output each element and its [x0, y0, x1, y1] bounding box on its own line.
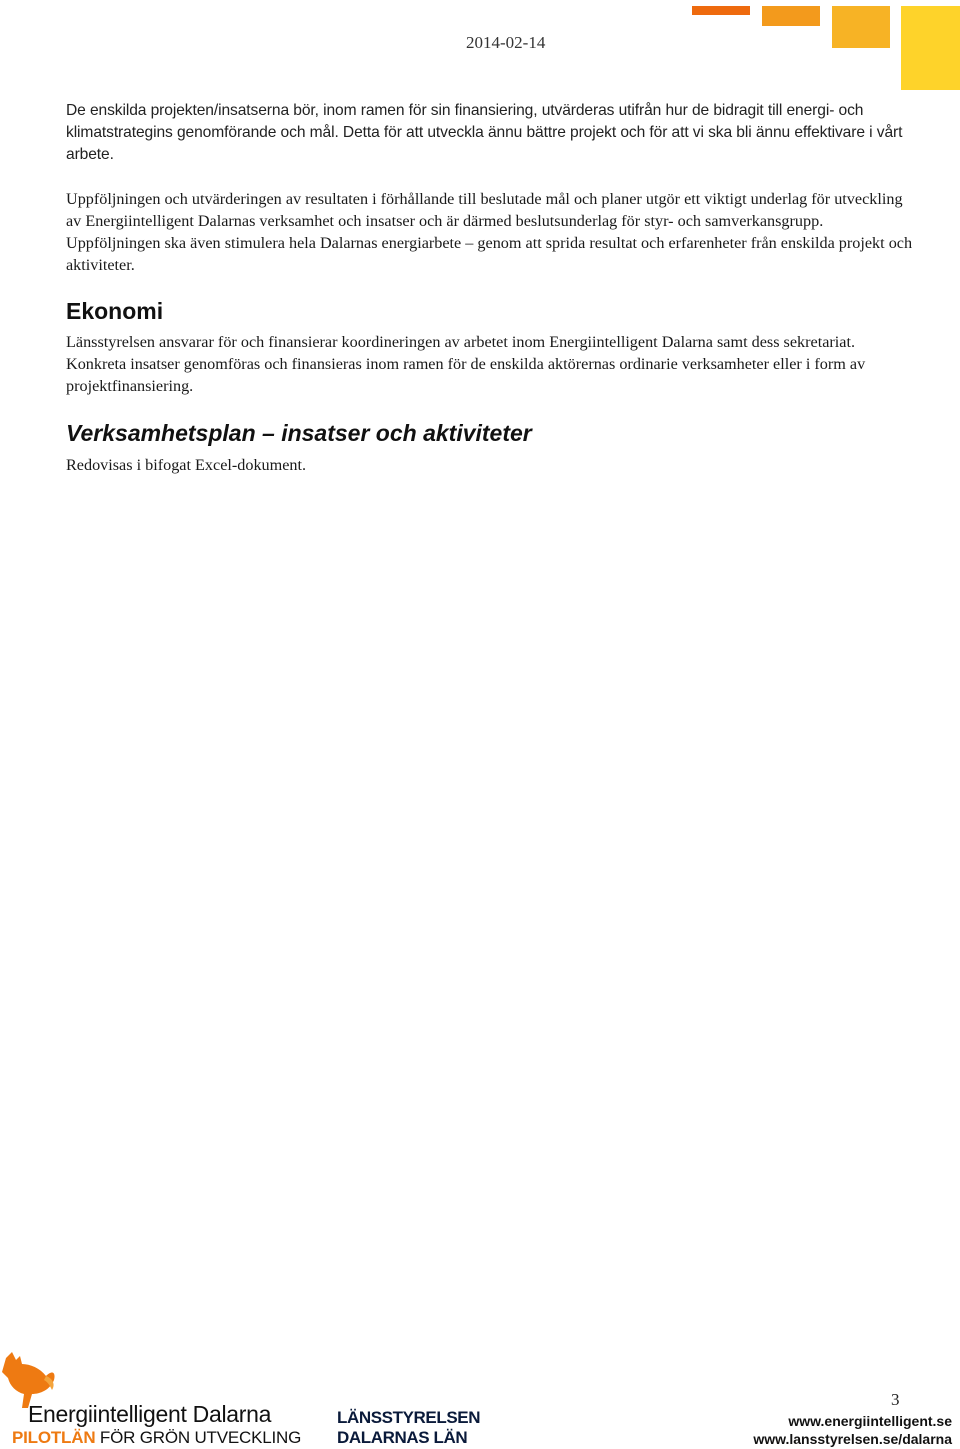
lansstyrelsen-logo [337, 1408, 480, 1448]
paragraph-evaluation: De enskilda projekten/insatserna bör, inom ramen för sin finansiering, utvärderas utifrån hur de bidragit till energi- och klimatstrategins genomförande och mål. Detta för att utveckla ännu bättre projekt och för att vi ska bli ännu effektivare i vårt arbete. [66, 102, 903, 163]
header-deco-bar-orange [692, 6, 750, 15]
header-deco-block-amber [832, 6, 890, 48]
section-ekonomi [66, 298, 916, 325]
header-date: 2014-02-14 [466, 33, 546, 52]
brand-subtitle-rest: FÖR GRÖN UTVECKLING [95, 1428, 302, 1447]
header-deco-block-yellow [901, 6, 960, 90]
lansstyrelsen-line1: LÄNSSTYRELSEN [337, 1408, 481, 1427]
paragraph-verksamhetsplan-wrap [66, 454, 916, 476]
link-energiintelligent[interactable]: www.energiintelligent.se [788, 1413, 952, 1429]
section-verksamhetsplan [66, 420, 916, 447]
paragraph-ekonomi: Länsstyrelsen ansvarar för och finansierar koordineringen av arbetet inom Energiintelligent Dalarna samt dess sekretariat. Konkreta insatser genomföras och finansieras inom ramen för de enskilda aktörernas ordinarie verksamheter eller i form av projektfinansiering. [66, 333, 866, 395]
brand-subtitle-highlight: PILOTLÄN [12, 1428, 96, 1447]
paragraph-followup: Uppföljningen och utvärderingen av resultaten i förhållande till beslutade mål och planer utgör ett viktigt underlag för utveckling av Energiintelligent Dalarnas verksamhet och insatser och är därmed beslutsunderlag för styr- och samverkansgrupp. Uppföljningen ska även stimulera hela Dalarnas energiarbete – genom att sprida resultat och erfarenheter från enskilda projekt och aktiviteter. [66, 190, 913, 274]
link-lansstyrelsen[interactable]: www.lansstyrelsen.se/dalarna [753, 1431, 952, 1447]
heading-ekonomi: Ekonomi [66, 298, 164, 324]
page-number: 3 [891, 1390, 900, 1409]
document-body [66, 100, 916, 166]
header-deco-block-orange [762, 6, 820, 26]
heading-verksamhetsplan: Verksamhetsplan – insatser och aktiviteter [66, 420, 532, 446]
paragraph-ekonomi-wrap [66, 331, 916, 397]
brand-subtitle [12, 1428, 301, 1448]
brand-title: Energiintelligent Dalarna [28, 1401, 272, 1427]
paragraph-verksamhetsplan: Redovisas i bifogat Excel-dokument. [66, 456, 307, 474]
lansstyrelsen-line2: DALARNAS LÄN [337, 1428, 468, 1447]
paragraph-followup-wrap [66, 188, 916, 276]
